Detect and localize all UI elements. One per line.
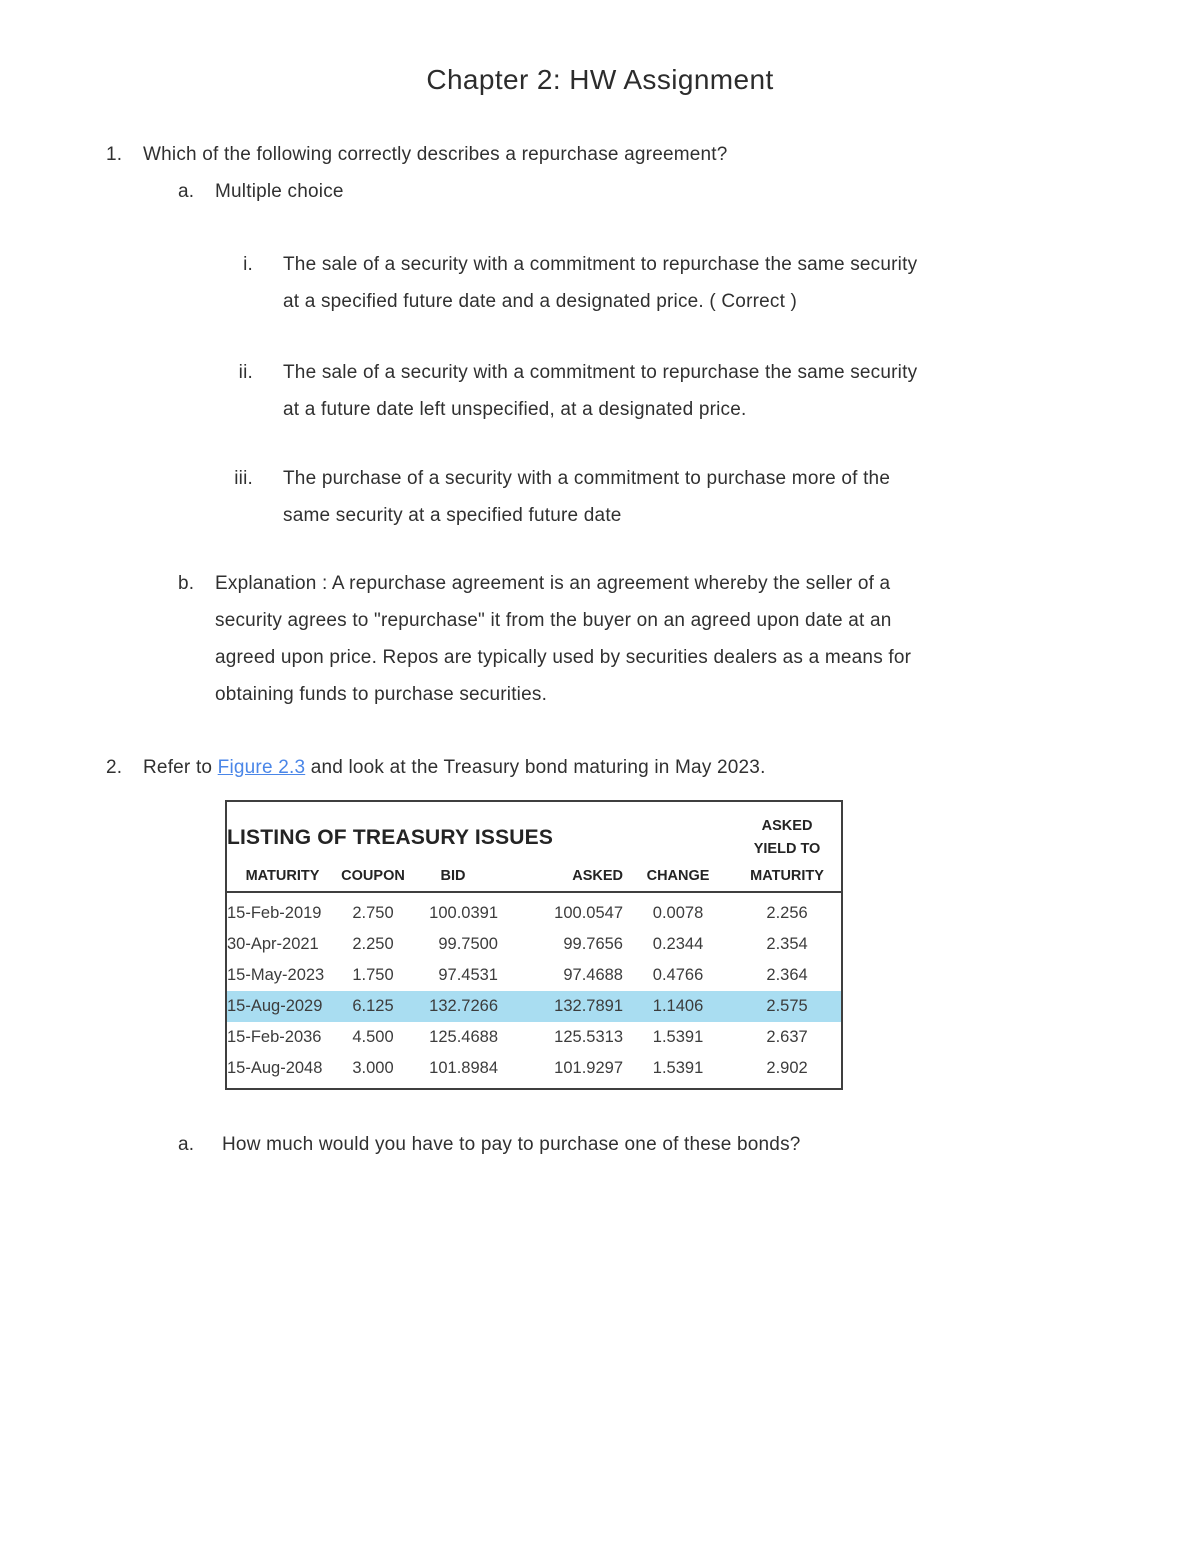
- cell-change: 1.1406: [623, 991, 733, 1022]
- question-1-text: Which of the following correctly describes a repurchase agreement?: [143, 144, 728, 165]
- table-row: [226, 892, 842, 929]
- cell-maturity: 15-Aug-2048: [227, 1059, 323, 1077]
- question-1b-line-3: agreed upon price. Repos are typically used by securities dealers as a means for: [215, 647, 912, 668]
- table-row: [226, 960, 842, 991]
- question-1a-text: Multiple choice: [215, 181, 344, 202]
- cell-asked: 132.7891: [498, 991, 623, 1022]
- cell-maturity: 15-Feb-2019: [227, 904, 322, 922]
- column-header-coupon: COUPON: [341, 868, 405, 884]
- column-header-change: CHANGE: [646, 868, 710, 884]
- cell-bid: 125.4688: [429, 1028, 498, 1046]
- question-2-text-post: and look at the Treasury bond maturing in May 2023.: [305, 757, 766, 778]
- column-header-maturity: MATURITY: [245, 868, 320, 884]
- cell-bid: 97.4531: [438, 966, 498, 984]
- treasury-issues-table: [225, 800, 843, 1090]
- question-1b-line-1: Explanation : A repurchase agreement is an agreement whereby the seller of a: [215, 573, 891, 594]
- option-i-line-1: The sale of a security with a commitment to repurchase the same security: [283, 254, 918, 275]
- question-2a: [0, 1126, 1200, 1163]
- option-i-text: [283, 246, 917, 320]
- option-iii: [0, 460, 1200, 534]
- question-2: [0, 749, 1200, 786]
- cell-asked: 97.4688: [563, 966, 623, 984]
- cell-asked: 99.7656: [563, 935, 623, 953]
- cell-bid: 132.7266: [408, 991, 498, 1022]
- cell-asked-yield: 2.354: [766, 935, 808, 953]
- option-ii-text: [283, 354, 917, 428]
- column-header-asked-yield-maturity: MATURITY: [750, 868, 824, 884]
- table-title: LISTING OF TREASURY ISSUES: [227, 826, 554, 849]
- cell-maturity: 15-Feb-2036: [227, 1028, 322, 1046]
- cell-asked-yield: 2.575: [733, 991, 842, 1022]
- cell-change: 0.2344: [652, 935, 704, 953]
- question-1a: [0, 173, 1200, 210]
- cell-maturity: 30-Apr-2021: [227, 935, 319, 953]
- cell-coupon: 3.000: [352, 1059, 394, 1077]
- cell-asked-yield: 2.637: [766, 1028, 808, 1046]
- cell-bid: 100.0391: [429, 904, 498, 922]
- cell-asked-yield: 2.364: [766, 966, 808, 984]
- cell-change: 1.5391: [652, 1059, 704, 1077]
- table-row-highlighted: [226, 991, 842, 1022]
- cell-maturity: 15-May-2023: [227, 966, 325, 984]
- option-ii-numeral: ii.: [238, 362, 253, 383]
- cell-asked-yield: 2.902: [766, 1059, 808, 1077]
- option-iii-text: [283, 460, 890, 534]
- cell-change: 1.5391: [652, 1028, 704, 1046]
- question-2-number: 2.: [106, 757, 123, 778]
- question-2-text: [143, 749, 766, 786]
- option-i-numeral: i.: [243, 254, 253, 275]
- column-header-bid: BID: [440, 868, 466, 884]
- question-1b: [0, 565, 1200, 713]
- cell-coupon: 2.250: [352, 935, 394, 953]
- table-row: [226, 1022, 842, 1053]
- cell-maturity: 15-Aug-2029: [226, 991, 338, 1022]
- question-1b-line-4: obtaining funds to purchase securities.: [215, 684, 548, 705]
- option-i: [0, 246, 1200, 320]
- asked-yield-header-line-2: YIELD TO: [753, 841, 821, 857]
- asked-yield-header-line-1: ASKED: [761, 818, 813, 834]
- option-i-line-2: at a specified future date and a designated price. ( Correct ): [283, 291, 798, 312]
- option-iii-line-1: The purchase of a security with a commitment to purchase more of the: [283, 468, 891, 489]
- figure-2-3-link[interactable]: Figure 2.3: [217, 757, 306, 778]
- cell-change: 0.4766: [652, 966, 704, 984]
- column-header-asked: ASKED: [572, 868, 623, 884]
- option-ii-line-1: The sale of a security with a commitment to repurchase the same security: [283, 362, 918, 383]
- cell-bid: 101.8984: [429, 1059, 498, 1077]
- question-1: [0, 136, 1200, 173]
- treasury-table-container: [225, 800, 1200, 1090]
- question-1b-line-2: security agrees to "repurchase" it from the buyer on an agreed upon date at an: [215, 610, 892, 631]
- question-1-number: 1.: [106, 144, 123, 165]
- document-title: Chapter 2: HW Assignment: [426, 64, 774, 95]
- question-1a-label: a.: [178, 181, 195, 202]
- cell-change: 0.0078: [652, 904, 704, 922]
- cell-coupon: 2.750: [352, 904, 394, 922]
- question-2a-text: How much would you have to pay to purchase one of these bonds?: [222, 1134, 801, 1155]
- option-ii-line-2: at a future date left unspecified, at a designated price.: [283, 399, 747, 420]
- option-iii-numeral: iii.: [234, 468, 253, 489]
- cell-bid: 99.7500: [438, 935, 498, 953]
- cell-asked: 100.0547: [554, 904, 623, 922]
- cell-asked: 101.9297: [554, 1059, 623, 1077]
- cell-asked: 125.5313: [554, 1028, 623, 1046]
- option-ii: [0, 354, 1200, 428]
- cell-coupon: 6.125: [338, 991, 408, 1022]
- question-2a-label: a.: [178, 1134, 195, 1155]
- question-1b-label: b.: [178, 573, 195, 594]
- table-row: [226, 929, 842, 960]
- cell-asked-yield: 2.256: [766, 904, 808, 922]
- table-row: [226, 1053, 842, 1089]
- cell-coupon: 1.750: [352, 966, 394, 984]
- question-1b-text: [215, 565, 911, 713]
- question-2-text-pre: Refer to: [143, 757, 218, 778]
- cell-coupon: 4.500: [352, 1028, 394, 1046]
- option-iii-line-2: same security at a specified future date: [283, 505, 622, 526]
